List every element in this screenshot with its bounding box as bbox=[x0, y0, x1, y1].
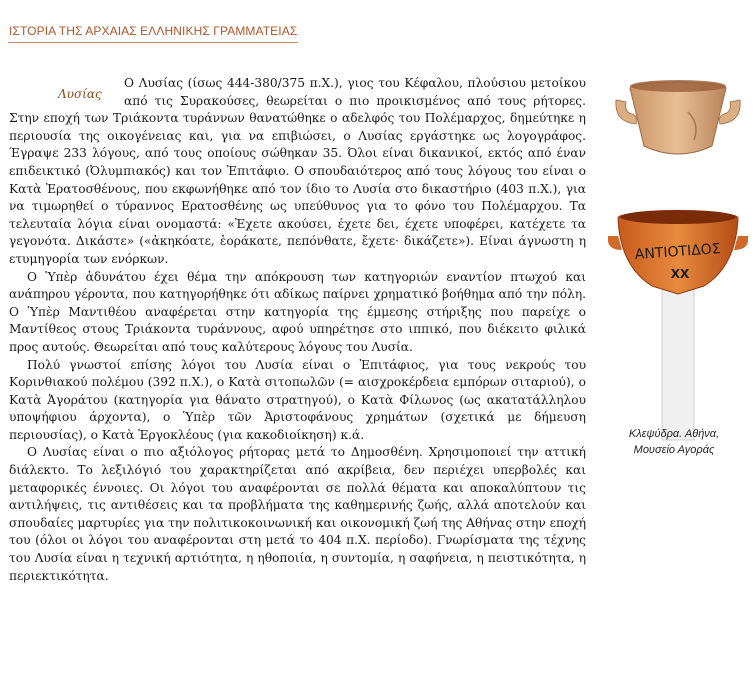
vessel-bottom-image bbox=[608, 210, 748, 440]
inscription-mark: XX bbox=[670, 267, 690, 281]
caption-line-2: Μουσείο Αγοράς bbox=[633, 444, 715, 456]
main-text bbox=[9, 75, 586, 585]
header-divider bbox=[8, 42, 298, 43]
inscription-tribe: ΑΝΤΙΟΤΙΔΟΣ bbox=[634, 241, 722, 263]
book-title-header: ΙΣΤΟΡΙΑ ΤΗΣ ΑΡΧΑΙΑΣ ΕΛΛΗΝΙΚΗΣ ΓΡΑΜΜΑΤΕΙΑΣ bbox=[9, 24, 298, 38]
figure-caption bbox=[600, 426, 748, 458]
paragraph-1: Ο Λυσίας (ίσως 444-380/375 π.Χ.), γιος του Κέφαλου, πλούσιου μετοίκου από τις Συρακούσες, θεωρείται ο πιο προικισμένος από τους ρήτορες. Στην εποχή των Τριάκοντα τυράννων θανατώθηκε ο αδελφός του Πολέμαρχος, δημεύτηκε η περιουσία της οικογένειας και, για να επιβιώσει, ο Λυσίας εργάστηκε ως λογογράφος. Έγραψε 233 λόγους, από τους οποίους σώθηκαν 35. Όλοι είναι δικανικοί, εκτός από έναν επιδεικτικό (Ὀλυμπιακός) και τον Ἐπιτάφιο. Ο σπουδαιότερος από τους λόγους του είναι ο Κατὰ Ἐρατοσθένους, που εκφωνήθηκε από τον ίδιο το Λυσία στο δικαστήριο (403 π.Χ.), για να τιμωρηθεί ο τύραννος Ερατοσθένης ως υπεύθυνος για το φόνο του Πολέμαρχου. Τα τελευταία λόγια είναι ονομαστά: «Ἐχετε ακούσει, έχετε δει, έχετε υποφέρει, κατέχετε τα γεγονότα. Δικάστε» («ἀκηκόατε, ἑοράκατε, πεπόνθατε, ἔχετε· δικάζετε»). Είναι άγνωστη η ετυμηγορία των ενόρκων. bbox=[9, 76, 586, 266]
paragraph-3: Πολύ γνωστοί επίσης λόγοι του Λυσία είναι ο Ἐπιτάφιος, για τους νεκρούς του Κορινθιακού πολέμου (392 π.Χ.), ο Κατὰ σιτοπωλῶν (= αισχροκέρδεια εμπόρων σιταριού), ο Κατὰ Ἀγοράτου (κατηγορία για θάνατο στρατηγού), ο Κατὰ Φίλωνος (ως ακατατάλληλου υποψήφιου άρχοντα), ο Ὑπὲρ τῶν Ἀριστοφάνους χρημάτων (σχετικά με δήμευση περιουσίας), ο Κατὰ Ἐργοκλέους (για κακοδιοίκηση) κ.ά. bbox=[9, 357, 586, 442]
caption-line-1: Κλεψύδρα. Αθήνα, bbox=[628, 428, 720, 440]
vessel-top-image bbox=[616, 80, 740, 154]
paragraph-2: Ο Ὑπὲρ ἀδυνάτου έχει θέμα την απόκρουση των κατηγοριών εναντίον πτωχού και ανάπηρου γέροντα, που κατηγορήθηκε ότι αδίκως παίρνει χρηματικό βοήθημα από την πόλη. Ο Ὑπὲρ Μαντιθέου αναφέρεται στην κατηγορία της έμμεσης στήριξης που παρείχε ο Μαντίθεος στους Τριάκοντα τυράννους, αφού υπηρέτησε στο ιππικό, που διέκειτο φιλικά προς αυτούς. Θεωρείται από τους καλύτερους λόγους του Λυσία. bbox=[9, 269, 586, 354]
paragraph-4: Ο Λυσίας είναι ο πιο αξιόλογος ρήτορας μετά το Δημοσθένη. Χρησιμοποιεί την αττική διάλεκτο. Το λεξιλόγιό του χαρακτηρίζεται από ακρίβεια, δεν περιέχει υπερβολές και μεταφορικές έννοιες. Οι λόγοι του αναφέρονται σε πολλά θέματα και αποκαλύπτουν τις αντιλήψεις, τις αντιθέσεις και τα προβλήματα της καθημερινής ζωής, αλλά αποτελούν και σπουδαίες μαρτυρίες για την πολιτικοκοινωνική και οικονομική ζωή της Αθήνας στην εποχή του (όλοι οι λόγοι του αναφέρονται στη μετά το 404 π.Χ. περίοδο). Γνωρίσματα της τέχνης του Λυσία είναι η τεχνική αρτιότητα, η ηθοποιία, η συντομία, η σαφήνεια, η πειστικότητα, η περιεκτικότητα. bbox=[9, 445, 586, 583]
klepsydra-figure bbox=[608, 70, 748, 445]
side-label-lysias: Λυσίας bbox=[58, 87, 102, 101]
side-label-gap bbox=[9, 75, 124, 109]
